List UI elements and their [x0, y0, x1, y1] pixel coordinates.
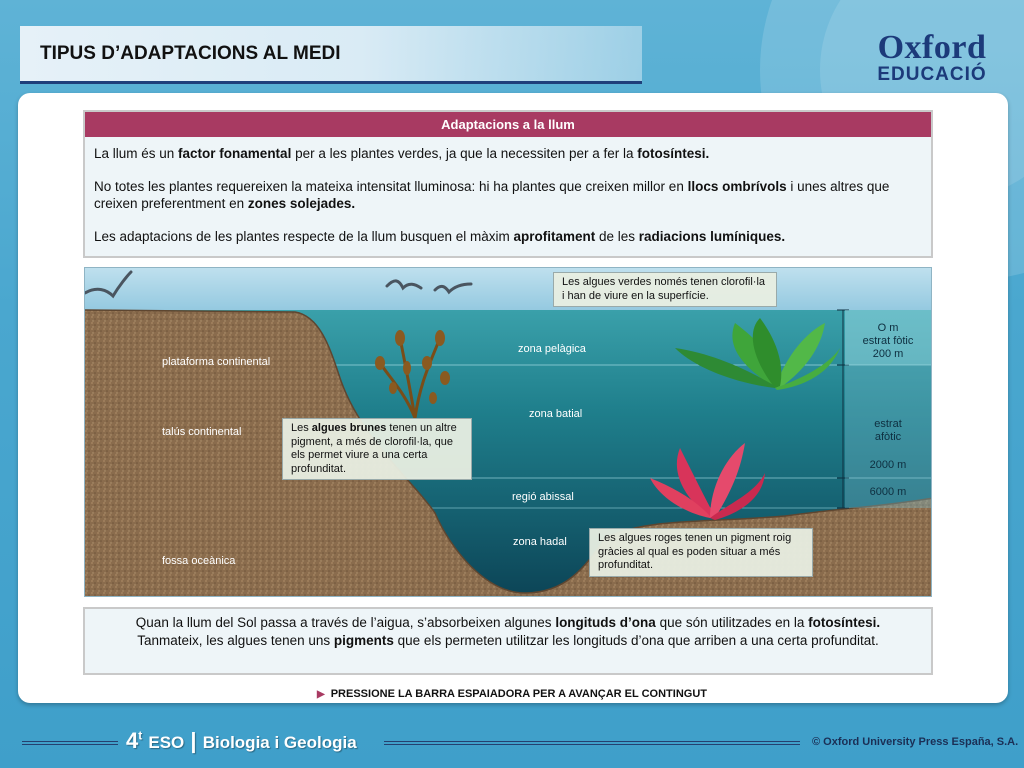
- label-fossa: fossa oceànica: [162, 555, 236, 567]
- label-pelagica: zona pelàgica: [518, 343, 586, 355]
- title-bar: [20, 26, 642, 84]
- label-plataforma: plataforma continental: [162, 356, 271, 368]
- footer-copyright: © Oxford University Press España, S.A.: [812, 736, 1019, 748]
- depth-2000m: 2000 m: [869, 459, 907, 471]
- label-abissal: regió abissal: [512, 491, 574, 503]
- course-level: ESO: [148, 733, 185, 752]
- wavelength-summary-box: [83, 607, 933, 675]
- depth-afotic: estrat afòtic: [874, 418, 902, 443]
- depth-0m: O m: [877, 322, 899, 334]
- light-adaptations-box: [83, 110, 933, 258]
- course-subject: Biologia i Geologia: [202, 733, 357, 752]
- label-hadal: zona hadal: [513, 536, 567, 548]
- footer-rule-right: [384, 741, 800, 745]
- light-paragraph-1: La llum és un factor fonamental per a les plantes verdes, ja que la necessiten per a fer la fotosíntesi.: [94, 146, 710, 161]
- logo-oxford-text: Oxford: [877, 29, 987, 66]
- light-paragraph-3: Les adaptacions de les plantes respecte de la llum busquen el màxim aprofitament de les radiacions lumíniques.: [94, 229, 786, 244]
- depth-200m: 200 m: [872, 348, 904, 360]
- label-batial: zona batial: [529, 408, 583, 420]
- depth-fotic: estrat fòtic: [862, 335, 914, 347]
- summary-line-2: Tanmateix, les algues tenen uns pigments que els permeten utilitzar les longituds d’ona que arriben a una certa profunditat.: [137, 633, 879, 648]
- course-separator: |: [190, 728, 197, 753]
- play-arrow-icon: ▶: [317, 689, 325, 700]
- footer-rule-left: [22, 741, 118, 745]
- sky: [85, 268, 932, 316]
- course-number: 4: [126, 728, 139, 753]
- ocean-zones-diagram: [84, 267, 932, 597]
- light-box-heading: Adaptacions a la llum: [85, 112, 931, 137]
- summary-line-1: Quan la llum del Sol passa a través de l’aigua, s’absorbeixen algunes longituds d’ona que són utilitzades en la fotosíntesi.: [135, 615, 881, 630]
- footer-course-title: [126, 728, 357, 754]
- advance-prompt-text: PRESSIONE LA BARRA ESPAIADORA PER A AVANÇAR EL CONTINGUT: [330, 688, 707, 700]
- depth-6000m: 6000 m: [869, 486, 907, 498]
- advance-prompt: [0, 688, 1024, 700]
- course-number-suffix: t: [138, 728, 143, 743]
- callout-green-algae: Les algues verdes només tenen clorofil·la i han de viure en la superfície.: [553, 272, 777, 307]
- oxford-logo: [870, 29, 994, 86]
- callout-brown-algae: Les algues brunes tenen un altre pigment, a més de clorofil·la, que els permet viure a una certa profunditat.: [282, 418, 472, 480]
- callout-red-algae: Les algues roges tenen un pigment roig gràcies al qual es poden situar a més profunditat.: [589, 528, 813, 577]
- logo-educacio-text: EDUCACIÓ: [877, 64, 987, 85]
- light-paragraph-2: No totes les plantes requereixen la mateixa intensitat lluminosa: hi ha plantes que creixen millor en llocs ombrívols i unes altres que creixen preferentment en zones solejades.: [94, 179, 890, 211]
- page-title: TIPUS D’ADAPTACIONS AL MEDI: [40, 43, 341, 64]
- light-box-body: [85, 137, 931, 245]
- label-talus: talús continental: [162, 426, 242, 438]
